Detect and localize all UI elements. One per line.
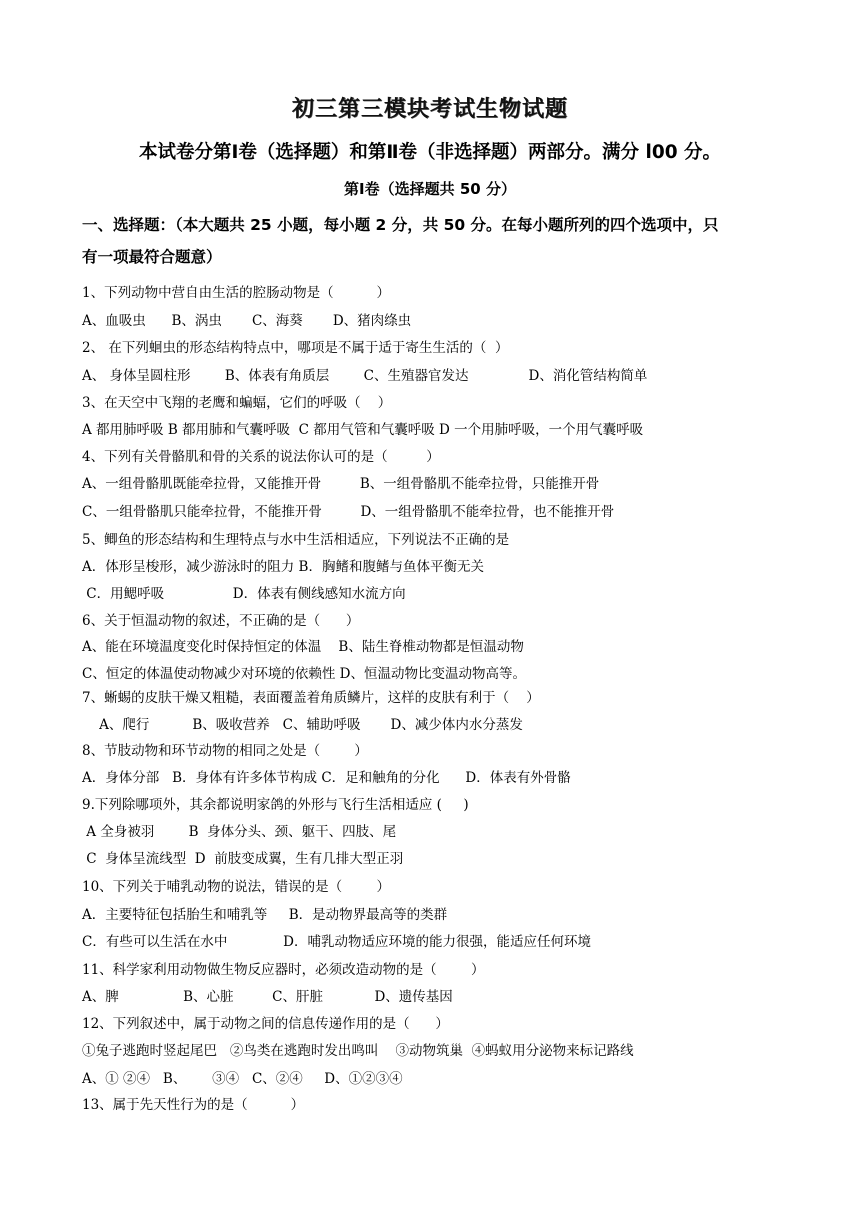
question-1-options: A、血吸虫 B、涡虫 C、海葵 D、猪肉绦虫 <box>82 313 412 329</box>
question-6-options-ab: A、能在环境温度变化时保持恒定的体温 B、陆生脊椎动物都是恒温动物 <box>82 639 524 655</box>
question-6-options-cd: C、恒定的体温使动物减少对环境的依赖性 D、恒温动物比变温动物高等。 <box>82 666 526 682</box>
question-12-items: ①兔子逃跑时竖起尾巴 ②鸟类在逃跑时发出鸣叫 ③动物筑巢 ④蚂蚁用分泌物来标记路线 <box>82 1043 634 1059</box>
question-4-options-cd: C、一组骨骼肌只能牵拉骨，不能推开骨 D、一组骨骼肌不能牵拉骨，也不能推开骨 <box>82 504 615 520</box>
question-3: 3、在天空中飞翔的老鹰和蝙蝠，它们的呼吸（ ） <box>82 395 392 411</box>
question-12-options: A、① ②④ B、 ③④ C、②④ D、①②③④ <box>82 1071 403 1087</box>
question-7: 7、蜥蜴的皮肤干燥又粗糙，表面覆盖着角质鳞片，这样的皮肤有利于（ ） <box>82 690 540 706</box>
question-10-options-cd: C．有些可以生活在水中 D．哺乳动物适应环境的能力很强，能适应任何环境 <box>82 934 591 950</box>
instructions-line-2: 有一项最符合题意） <box>82 248 222 266</box>
question-11-options: A、脾 B、心脏 C、肝脏 D、遗传基因 <box>82 989 453 1005</box>
instructions-line-1: 一、选择题：（本大题共 25 小题，每小题 2 分，共 50 分。在每小题所列的四个选项中，只 <box>82 216 719 234</box>
question-6: 6、关于恒温动物的叙述，不正确的是（ ） <box>82 613 360 629</box>
question-4-options-ab: A、一组骨骼肌既能牵拉骨，又能推开骨 B、一组骨骼肌不能牵拉骨，只能推开骨 <box>82 476 600 492</box>
question-2-options: A、 身体呈圆柱形 B、体表有角质层 C、生殖器官发达 D、消化管结构简单 <box>82 368 648 384</box>
question-9-options-ab: A 全身被羽 B 身体分头、颈、躯干、四肢、尾 <box>82 824 397 840</box>
question-9-options-cd: C 身体呈流线型 D 前肢变成翼，生有几排大型正羽 <box>82 851 404 867</box>
question-10-options-ab: A．主要特征包括胎生和哺乳等 B．是动物界最高等的类群 <box>82 907 448 923</box>
question-9: 9.下列除哪项外，其余都说明家鸽的外形与飞行生活相适应 ( ) <box>82 797 469 813</box>
section-heading: 第Ⅰ卷（选择题共 50 分） <box>344 180 516 198</box>
question-5: 5、鲫鱼的形态结构和生理特点与水中生活相适应，下列说法不正确的是 <box>82 532 510 548</box>
question-1: 1、下列动物中营自由生活的腔肠动物是（ ） <box>82 285 391 301</box>
page-title: 初三第三模块考试生物试题 <box>291 96 568 122</box>
question-11: 11、科学家利用动物做生物反应器时，必须改造动物的是（ ） <box>82 962 485 978</box>
question-7-options: A、爬行 B、吸收营养 C、辅助呼吸 D、减少体内水分蒸发 <box>82 717 523 733</box>
question-5-options-ab: A．体形呈梭形，减少游泳时的阻力 B．胸鳍和腹鳍与鱼体平衡无关 <box>82 559 484 575</box>
question-13: 13、属于先天性行为的是（ ） <box>82 1097 305 1113</box>
question-4: 4、下列有关骨骼肌和骨的关系的说法你认可的是（ ） <box>82 449 440 465</box>
question-5-options-cd: C．用鳃呼吸 D．体表有侧线感知水流方向 <box>82 586 406 602</box>
question-8-options: A．身体分部 B．身体有许多体节构成 C．足和触角的分化 D．体表有外骨骼 <box>82 770 571 786</box>
question-12: 12、下列叙述中，属于动物之间的信息传递作用的是（ ） <box>82 1016 449 1032</box>
question-2: 2、 在下列蛔虫的形态结构特点中，哪项是不属于适于寄生生活的（ ） <box>82 340 509 356</box>
exam-subtitle: 本试卷分第Ⅰ卷（选择题）和第Ⅱ卷（非选择题）两部分。满分 l00 分。 <box>138 142 722 163</box>
question-8: 8、节肢动物和环节动物的相同之处是（ ） <box>82 743 368 759</box>
question-10: 10、下列关于哺乳动物的说法，错误的是（ ） <box>82 879 391 895</box>
question-3-options: A 都用肺呼吸 B 都用肺和气囊呼吸 C 都用气管和气囊呼吸 D 一个用肺呼吸，一个用气囊呼吸 <box>82 422 644 438</box>
